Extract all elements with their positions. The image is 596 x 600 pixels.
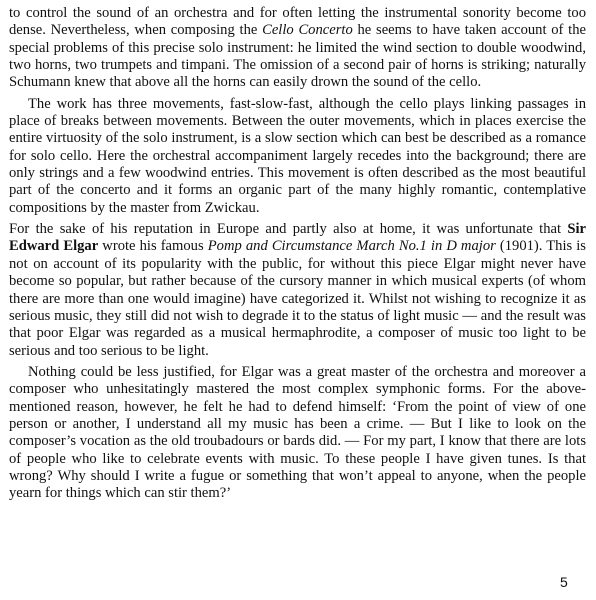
text-run: Nothing could be less justified, for Elgar was a great master of the orchestra and moreover a composer who unhesitatingly mastered the most complex symphonic forms. For the above-mentioned reason, however, he felt he had to defend himself: ‘From the point of view of one person or another, I understand all my music has been a crime. — But I like to look on the composer’s vocation as the old troubadours or bards did. — For my part, I know that there are lots of people who like to celebrate events with music. To these people I have given tunes. Is that wrong? Why should I write a fugue or something that won’t appeal to anyone, when the people yearn for things which can stir them?’ — [9, 363, 586, 502]
paragraph-schumann-cello-concerto — [9, 5, 586, 92]
page-number: 5 — [560, 574, 568, 590]
text-run: to control the sound of an orchestra and for often letting the instrumental sonority become too dense. Nevertheless, when composing the — [9, 5, 586, 39]
composer-name-elgar: Sir Edward Elgar — [9, 221, 586, 255]
paragraph-elgar-intro — [9, 221, 586, 360]
work-title-cello-concerto: Cello Concerto — [262, 22, 353, 39]
body-text — [9, 5, 586, 503]
text-run: For the sake of his reputation in Europe and partly also at home, it was unfortunate that — [9, 221, 568, 238]
text-run: The work has three movements, fast-slow-fast, although the cello plays linking passages in place of breaks between movements. Between the outer movements, which in places exercise the entire virtuosity of the solo instrument, is a slow section which can best be described as a romance for solo cello. Here the orchestral accompaniment largely recedes into the background; there are only strings and a few woodwind entries. This movement is often described as the most beautiful part of the concerto and it forms an organic part of the many highly romantic, contemplative compositions by the master from Zwickau. — [9, 95, 586, 216]
text-run: (1901). This is not on account of its popularity with the public, for without this piece Elgar might never have become so popular, but rather because of the cursory manner in which musical experts (of whom there are more than one would imagine) have categorized it. Whilst not wishing to recognize it as serious music, they still did not wish to degrade it to the status of light music — and the result was that poor Elgar was regarded as a musical hermaphrodite, a composer of music too light to be serious and too serious to be light. — [9, 238, 586, 359]
work-title-pomp-and-circumstance: Pomp and Circumstance March No.1 in D major — [207, 238, 496, 255]
text-run: he seems to have taken account of the special problems of this precise solo instrument: he limited the wind section to double woodwind, two horns, two trumpets and timpani. The omission of a second pair of horns is striking; naturally Schumann knew that above all the horns can easily drown the sound of the cello. — [9, 22, 586, 91]
paragraph-elgar-quote — [9, 364, 586, 503]
paragraph-movements — [9, 96, 586, 217]
text-run: wrote his famous — [98, 238, 208, 255]
